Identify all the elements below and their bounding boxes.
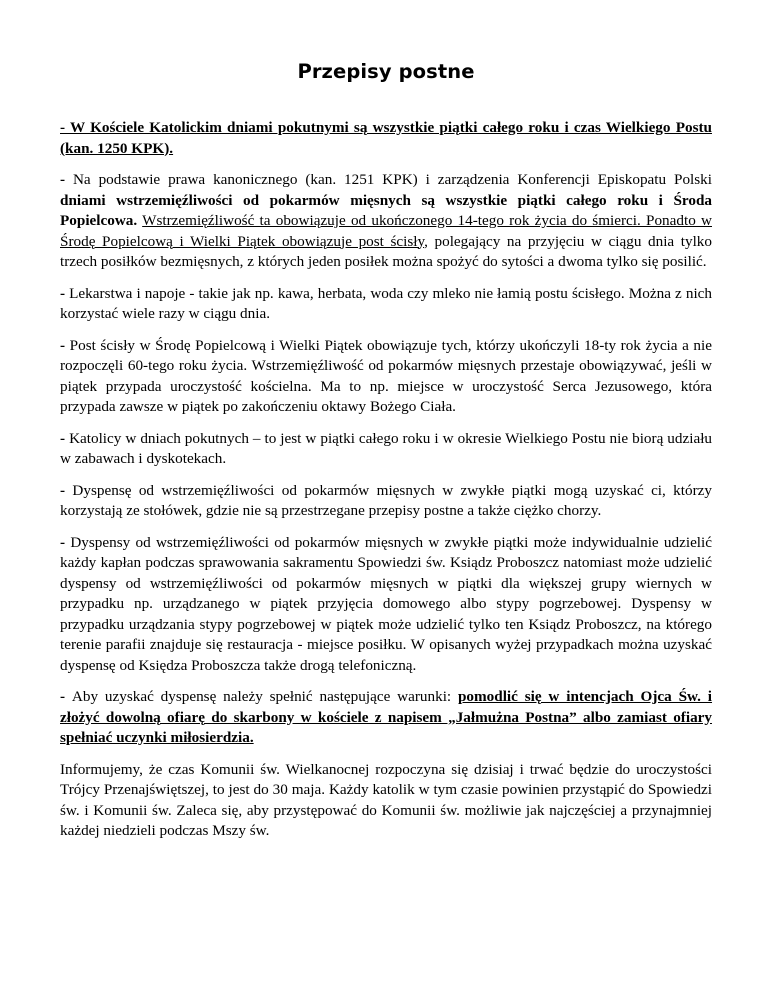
paragraph-dash: - <box>60 284 70 302</box>
paragraph-penitential-days: - W Kościele Katolickim dniami pokutnymi są wszystkie piątki całego roku i czas Wielkiego Postu (kan. 1250 KPK). <box>60 119 712 157</box>
no-parties-text: Katolicy w dniach pokutnych – to jest w piątki całego roku i w okresie Wielkiego Postu nie biorą udziału w zabawach i dyskotekach. <box>60 429 713 467</box>
paragraph-dash: - <box>60 171 73 188</box>
paragraph-dispensation-conditions <box>60 687 712 749</box>
paragraph-dispensation-canteens <box>60 481 712 522</box>
paragraph-dash: - <box>60 533 71 551</box>
dispensation-priest-text: Dyspensy od wstrzemięźliwości od pokarmów mięsnych w zwykłe piątki może indywidualnie udzielić każdy kapłan podczas sprawowania sakramentu Spowiedzi św. Ksiądz Proboszcz natomiast może udzielić dyspensy od wstrzemięźliwości od pokarmów mięsnych w piątki dla większej grupy wiernych w przypadku np. urządzanego w piątek przyjęcia domowego albo stypy pogrzebowej. Dyspensy w przypadku urządzania stypy pogrzebowej w piątek może udzielić tylko ten Ksiądz Proboszcz, na którego terenie parafii znajduje się restauracja - miejsce posiłku. W opisanych wyżej przypadkach można uzyskać dyspensę od Księdza Proboszcza także drogą telefoniczną. <box>60 533 712 674</box>
paragraph-dash: - <box>60 481 73 499</box>
paragraph-dash: - <box>60 688 72 705</box>
medicines-text: Lekarstwa i napoje - takie jak np. kawa, herbata, woda czy mleko nie łamią postu ścisłego. Można z nich korzystać wiele razy w ciągu dnia. <box>60 284 713 322</box>
paragraph-abstinence <box>60 170 712 273</box>
abstinence-bold: dniami wstrzemięźliwości od pokarmów mięsnych są wszystkie piątki całego roku i Środa Popielcowa. <box>60 191 712 229</box>
abstinence-intro: Na podstawie prawa kanonicznego (kan. 1251 KPK) i zarządzenia Konferencji Episkopatu Polski <box>72 171 712 188</box>
page-title: Przepisy postne <box>297 60 475 83</box>
dispensation-canteens-text: Dyspensę od wstrzemięźliwości od pokarmów mięsnych w zwykłe piątki mogą uzyskać ci, którzy korzystają ze stołówek, gdzie nie są przestrzegane przepisy postne a także ciężko chorzy. <box>60 481 712 519</box>
paragraph-no-parties <box>60 429 712 470</box>
paragraph-easter-communion: Informujemy, że czas Komunii św. Wielkanocnej rozpoczyna się dzisiaj i trwać będzie do uroczystości Trójcy Przenajświętszej, to jest do 30 maja. Każdy katolik w tym czasie powinien przystąpić do Spowiedzi św. i Komunii św. Zaleca się, aby przystępować do Komunii św. możliwie jak najczęściej a przynajmniej każdej niedzieli podczas Mszy św. <box>60 760 712 839</box>
paragraph-dispensation-priest <box>60 533 712 677</box>
paragraph-medicines <box>60 284 712 325</box>
paragraph-dash: - <box>60 429 70 447</box>
strict-fast-text: Post ścisły w Środę Popielcową i Wielki Piątek obowiązuje tych, którzy ukończyli 18-ty rok życia a nie rozpoczęli 60-tego roku życia. Wstrzemięźliwość od pokarmów mięsnych przestaje obowiązywać, jeśli w piątek przypada uroczystość kościelna. Ma to np. miejsce w uroczystość Serca Jezusowego, która przypada zawsze w piątek po zakończeniu oktawy Bożego Ciała. <box>60 336 712 415</box>
conditions-intro: Aby uzyskać dyspensę należy spełnić następujące warunki: <box>71 688 458 705</box>
conditions-emphasis: pomodlić się w intencjach Ojca Św. i złożyć dowolną ofiarę do skarbony w kościele z napisem „Jałmużna Postna” albo zamiast ofiary spełniać uczynki miłosierdzia. <box>60 688 713 746</box>
abstinence-rest: , polegający na przyjęciu w ciągu dnia tylko trzech posiłków bezmięsnych, z których jeden posiłek można spożyć do sytości a dwoma tylko się posilić. <box>60 232 712 270</box>
abstinence-underlined: Wstrzemięźliwość ta obowiązuje od ukończonego 14-tego rok życia do śmierci. Ponadto w Środę Popielcową i Wielki Piątek obowiązuje post ścisły <box>60 212 712 250</box>
paragraph-strict-fast <box>60 336 712 418</box>
paragraph-dash: - <box>60 336 70 354</box>
